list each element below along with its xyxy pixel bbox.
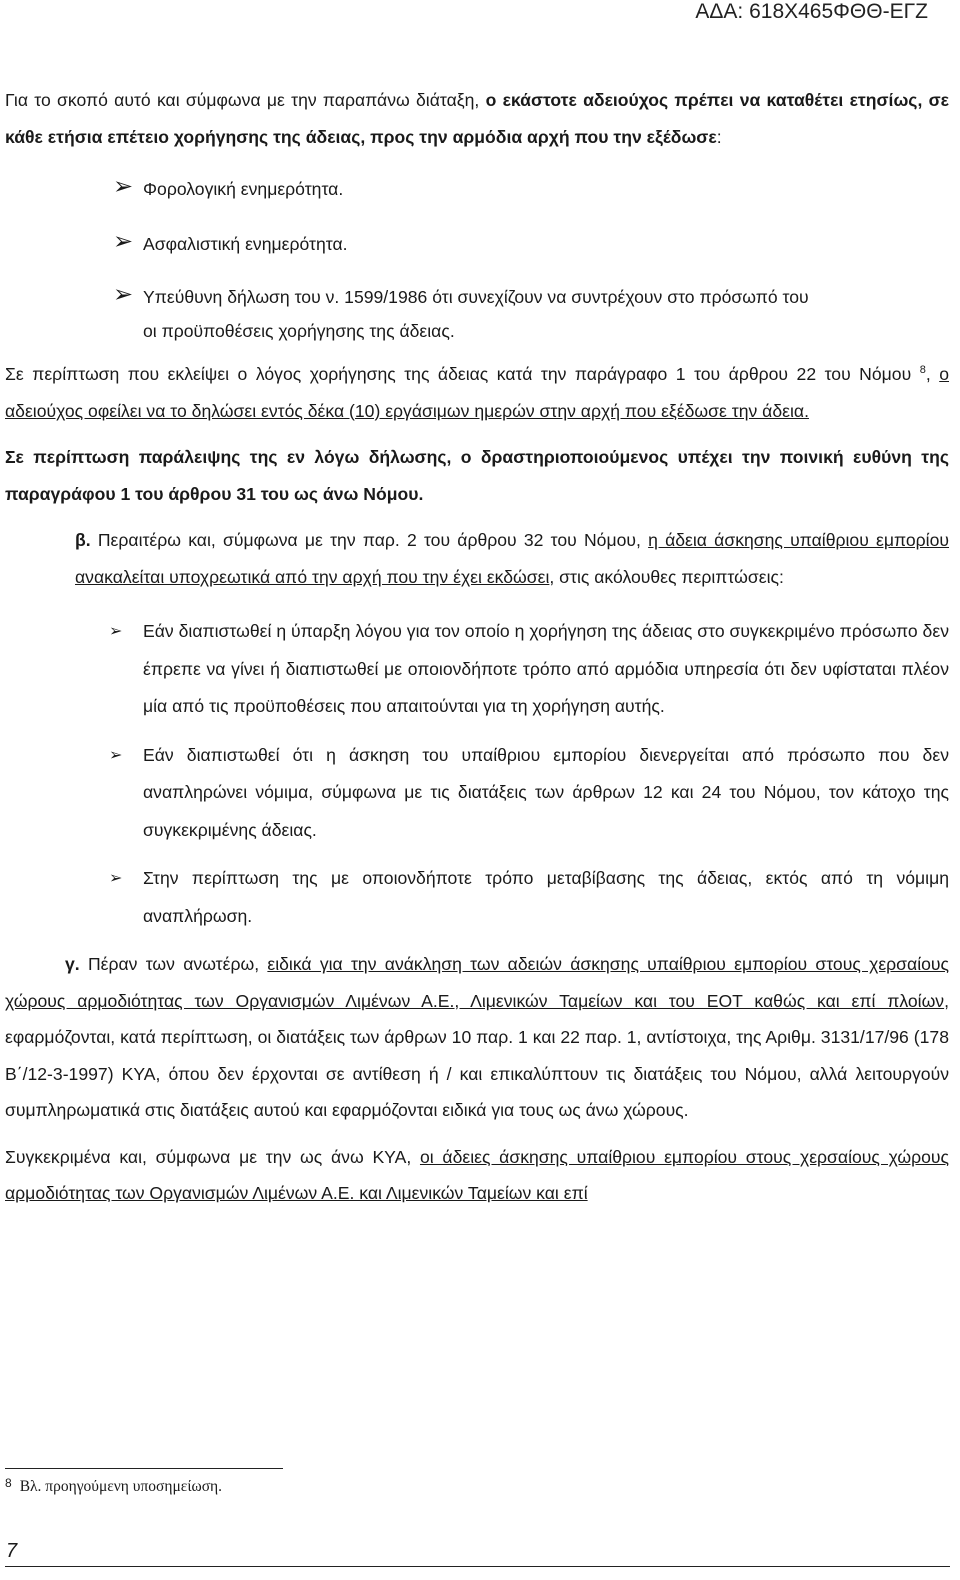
section-b-underlined-text: η άδεια άσκησης υπαίθριου εμπορίου ανακαλείται υποχρεωτικά από την αρχή που την έχει εκδώσει: [75, 530, 949, 587]
footnote-reference: 8: [919, 364, 926, 377]
footnote-text: Βλ. προηγούμενη υποσημείωση.: [19, 1478, 223, 1495]
list-item: [5, 737, 949, 850]
section-b-label: β.: [75, 530, 91, 550]
footnote-number: 8: [5, 1476, 12, 1490]
intro-bold-text: ο εκάστοτε αδειούχος πρέπει να καταθέτει ετησίως, σε κάθε ετήσια επέτειο χορήγησης της άδειας, προς την αρμόδια αρχή που την εξέδωσε: [5, 90, 949, 147]
list-item-text: Εάν διαπιστωθεί ότι η άσκηση του υπαίθριου εμπορίου διενεργείται από πρόσωπο που δεν αναπληρώνει νόμιμα, σύμφωνα με τις διατάξεις των άρθρων 12 και 24 του Νόμου, τον κάτοχο της συγκεκριμένης άδειας.: [143, 744, 949, 840]
document-ada-code: ΑΔΑ: 618Χ465ΦΘΘ-ΕΓΖ: [695, 0, 928, 23]
arrowhead-bullet-icon: ➢: [113, 281, 134, 308]
footnote: [5, 1478, 222, 1496]
specific-paragraph: [5, 1139, 949, 1212]
arrowhead-bullet-icon: ➢: [113, 227, 134, 255]
intro-paragraph: [5, 82, 949, 155]
footnote-divider: [5, 1468, 283, 1469]
document-body: [5, 82, 949, 1212]
page-number: 7: [6, 1540, 18, 1562]
section-g-underlined-text: ειδικά για την ανάκληση των αδειών άσκησης υπαίθριου εμπορίου στους χερσαίους χώρους αρμοδιότητας των Οργανισμών Λιμένων Α.Ε., Λιμενικών Ταμείων και του ΕΟΤ καθώς και επί πλοίων: [5, 954, 949, 1011]
list-item-text: Στην περίπτωση της με οποιονδήποτε τρόπο μεταβίβασης της άδειας, εκτός από τη νόμιμη αναπλήρωση.: [143, 868, 949, 926]
list-item: [5, 226, 949, 263]
intro-plain-text: Για το σκοπό αυτό και σύμφωνα με την παραπάνω διάταξη,: [5, 90, 486, 110]
list-item-text: Εάν διαπιστωθεί η ύπαρξη λόγου για τον οποίο η χορήγηση της άδειας στο συγκεκριμένο πρόσωπο δεν έπρεπε να γίνει ή διαπιστωθεί με οποιονδήποτε τρόπο από αρμόδια υπηρεσία ότι δεν υφίσταται πλέον μία από τις προϋποθέσεις που απαιτούνται για τη χορήγηση αυτής.: [143, 621, 949, 716]
list-item-text: Φορολογική ενημερότητα.: [143, 179, 344, 199]
lapse-plain-text: Σε περίπτωση που εκλείψει ο λόγος χορήγησης της άδειας κατά την παράγραφο 1 του άρθρου 22 του Νόμου: [5, 364, 920, 384]
lapse-paragraph: [5, 356, 949, 429]
arrowhead-bullet-icon: ➢: [109, 870, 123, 887]
specific-plain-text: Συγκεκριμένα και, σύμφωνα με την ως άνω ΚΥΑ,: [5, 1146, 420, 1167]
list-item: [5, 613, 949, 726]
section-g-label: γ.: [65, 954, 80, 974]
section-g-plain-text-2: , εφαρμόζονται, κατά περίπτωση, οι διατάξεις των άρθρων 10 παρ. 1 και 22 παρ. 1, αντίστοιχα, της Αριθμ. 3131/17/96 (178 Β΄/12-3-1997) ΚΥΑ, όπου δεν έρχονται σε αντίθεση ή / και επικαλύπτουν τις διατάξεις του Νόμου, αλλά λειτουργούν συμπληρωματικά στις διατάξεις αυτού και εφαρμόζονται ειδικά για τους ως άνω χώρους.: [5, 990, 949, 1120]
required-documents-list: [5, 171, 949, 348]
arrowhead-bullet-icon: ➢: [109, 746, 123, 764]
section-g-paragraph: [5, 946, 949, 1129]
lapse-underlined-text: ο αδειούχος οφείλει να το δηλώσει εντός δέκα (10) εργάσιμων ημερών στην αρχή που εξέδωσε την άδεια.: [5, 364, 949, 421]
list-item-text-line-2: οι προϋποθέσεις χορήγησης της άδειας.: [143, 321, 455, 341]
list-item-text: Ασφαλιστική ενημερότητα.: [143, 233, 348, 254]
specific-underlined-text: οι άδειες άσκησης υπαίθριου εμπορίου στους χερσαίους χώρους αρμοδιότητας των Οργανισμών Λιμένων Α.Ε. και Λιμενικών Ταμείων και επί: [5, 1146, 949, 1203]
section-b-paragraph: [5, 522, 949, 595]
arrowhead-bullet-icon: ➢: [109, 623, 123, 640]
list-item: [5, 171, 949, 208]
section-b-plain-text-2: , στις ακόλουθες περιπτώσεις:: [549, 566, 784, 587]
lapse-plain-text-2: ,: [925, 364, 940, 384]
revocation-cases-list: [5, 613, 949, 935]
section-g-plain-text: Πέραν των ανωτέρω,: [79, 954, 268, 974]
page-bottom-rule: [5, 1566, 950, 1567]
list-item: [5, 860, 949, 935]
arrowhead-bullet-icon: ➢: [113, 173, 134, 200]
list-item: [5, 280, 949, 348]
intro-colon: :: [716, 126, 722, 147]
penalty-paragraph: Σε περίπτωση παράλειψης της εν λόγω δήλωσης, ο δραστηριοποιούμενος υπέχει την ποινική ευθύνη της παραγράφου 1 του άρθρου 31 του ως άνω Νόμου.: [5, 447, 949, 504]
section-b-plain-text: Περαιτέρω και, σύμφωνα με την παρ. 2 του άρθρου 32 του Νόμου,: [90, 530, 649, 550]
list-item-text-line-1: Υπεύθυνη δήλωση του ν. 1599/1986 ότι συνεχίζουν να συντρέχουν στο πρόσωπό του: [143, 287, 809, 307]
